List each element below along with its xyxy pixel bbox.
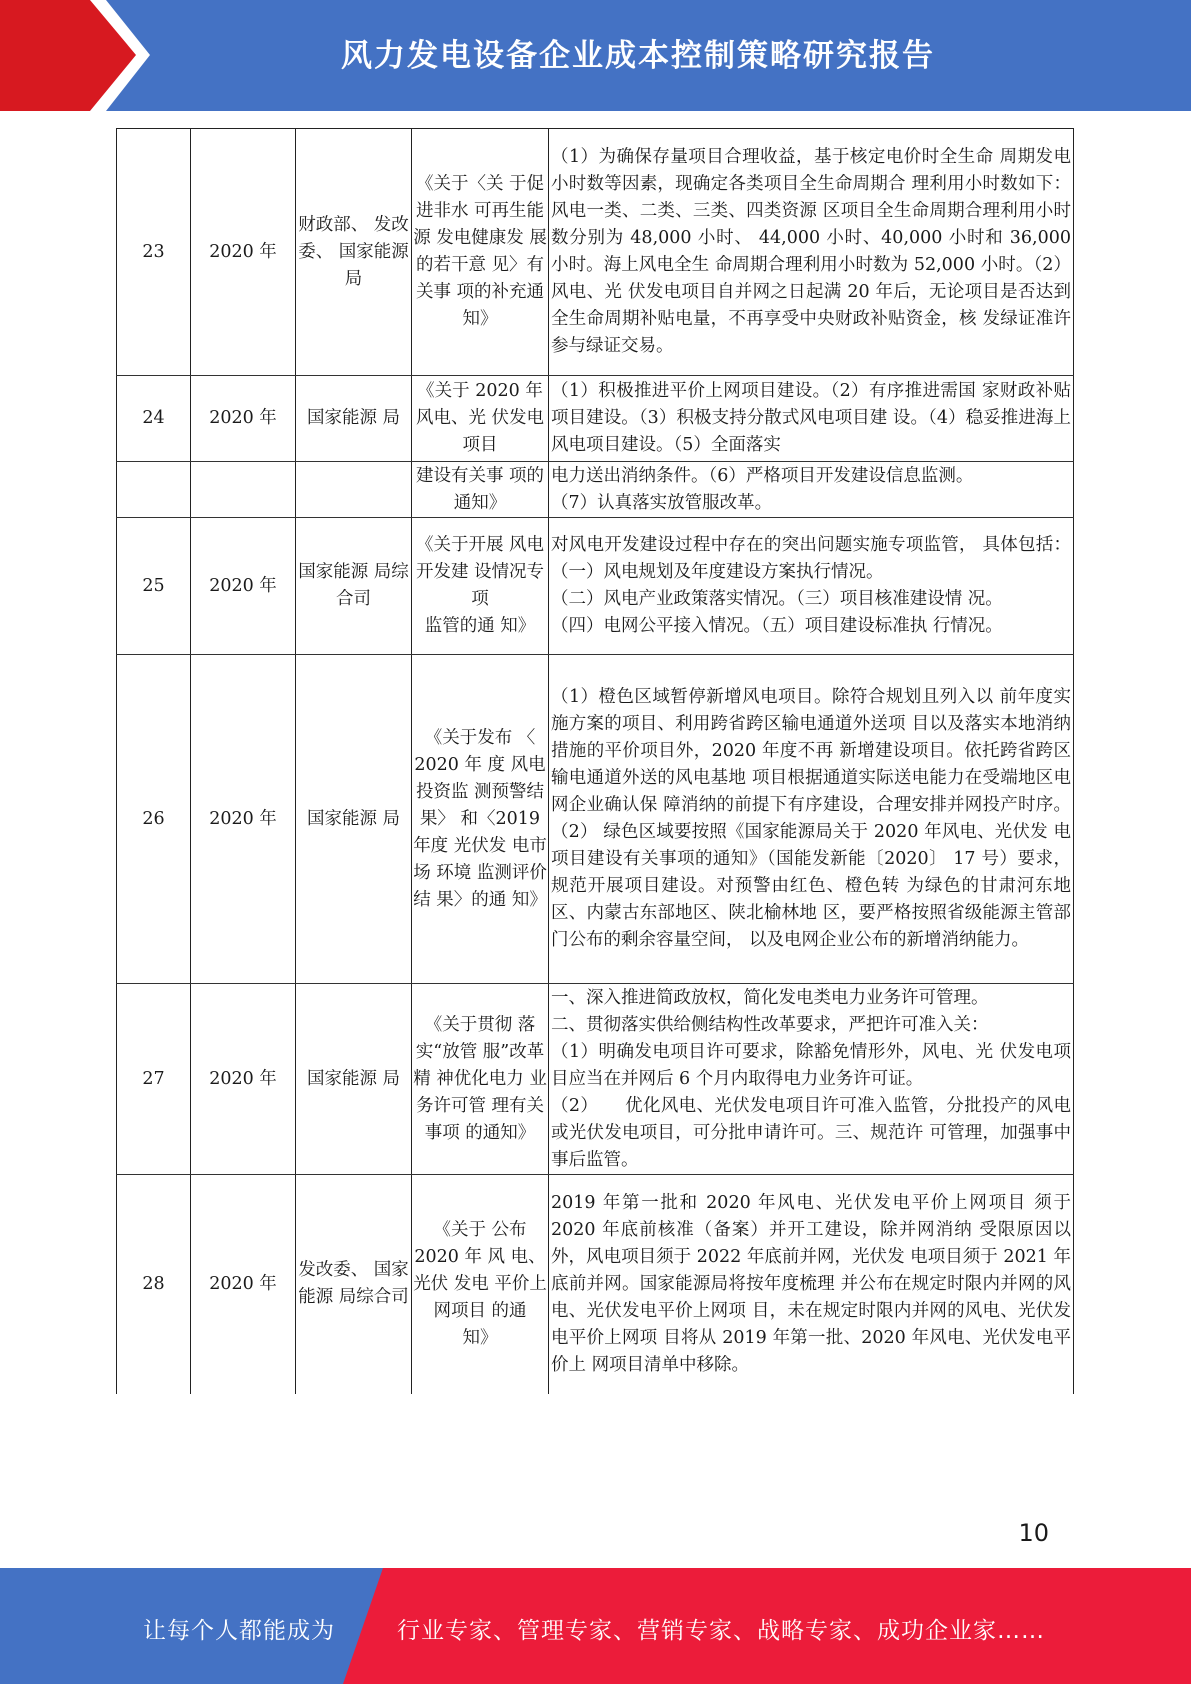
row-department: 国家能源 局综合司 [296, 518, 412, 655]
footer-slogan-right: 行业专家、管理专家、营销专家、战略专家、成功企业家…… [397, 1618, 1045, 1644]
table-row [117, 518, 1074, 655]
policy-table [116, 128, 1074, 1394]
table-row [117, 655, 1074, 984]
page-footer [0, 1568, 1191, 1684]
row-content: （1）橙色区域暂停新增风电项目。除符合规划且列入以 前年度实施方案的项目、利用跨省跨区输电通道外送项 目以及落实本地消纳措施的平价项目外，2020 年度不再 新增建设项目。依托跨省跨区输电通道外送的风电基地 项目根据通道实际送电能力在受端地区电网企业确认保 障消纳的前提下有序建设，合理安排并网投产时序。（2） 绿色区域要按照《国家能源局关于 2020 年风电、光伏发 电项目建设有关事项的通知》（国能发新能〔2020〕 17 号）要求，规范开展项目建设。对预警由红色、橙色转 为绿色的甘肃河东地区、内蒙古东部地区、陕北榆林地 区，要严格按照省级能源主管部门公布的剩余容量空间， 以及电网企业公布的新增消纳能力。 [549, 655, 1074, 984]
row-number: 25 [117, 518, 191, 655]
row-department: 国家能源 局 [296, 376, 412, 462]
row-year: 2020 年 [191, 376, 296, 462]
row-year: 2020 年 [191, 129, 296, 376]
row-content: （1）积极推进平价上网项目建设。（2）有序推进需国 家财政补贴项目建设。（3）积极支持分散式风电项目建 设。（4）稳妥推进海上风电项目建设。（5）全面落实 [549, 376, 1074, 462]
row-document: 《关于 2020 年风电、光 伏发电项目 [412, 376, 549, 462]
row-year [191, 462, 296, 518]
row-department: 国家能源 局 [296, 984, 412, 1175]
row-number: 27 [117, 984, 191, 1175]
row-department [296, 462, 412, 518]
table-row [117, 984, 1074, 1175]
footer-slogan-left: 让每个人都能成为 [143, 1618, 335, 1644]
row-department: 国家能源 局 [296, 655, 412, 984]
row-year: 2020 年 [191, 1175, 296, 1394]
row-content: （1）为确保存量项目合理收益，基于核定电价时全生命 周期发电小时数等因素，现确定各类项目全生命周期合 理利用小时数如下：风电一类、二类、三类、四类资源 区项目全生命周期合理利用小时数分别为 48,000 小时、 44,000 小时、40,000 小时和 36,000 小时。海上风电全生 命周期合理利用小时数为 52,000 小时。（2）风电、光 伏发电项目自并网之日起满 20 年后，无论项目是否达到 全生命周期补贴电量，不再享受中央财政补贴资金，核 发绿证准许参与绿证交易。 [549, 129, 1074, 376]
row-content: 对风电开发建设过程中存在的突出问题实施专项监管， 具体包括：（一）风电规划及年度建设方案执行情况。 （二）风电产业政策落实情况。（三）项目核准建设情 况。 （四）电网公平接入情况。（五）项目建设标准执 行情况。 [549, 518, 1074, 655]
row-number: 24 [117, 376, 191, 462]
table-row [117, 1175, 1074, 1394]
page-header [0, 0, 1191, 111]
row-document: 《关于贯彻 落实“放管 服”改革精 神优化电力 业务许可管 理有关事项 的通知》 [412, 984, 549, 1175]
row-number: 26 [117, 655, 191, 984]
row-content: 电力送出消纳条件。（6）严格项目开发建设信息监测。 （7）认真落实放管服改革。 [549, 462, 1074, 518]
row-content: 一、深入推进简政放权，简化发电类电力业务许可管理。 二、贯彻落实供给侧结构性改革要求，严把许可准入关： （1）明确发电项目许可要求，除豁免情形外，风电、光 伏发电项目应当在并网后 6 个月内取得电力业务许可证。 （2） 优化风电、光伏发电项目许可准入监管，分批投产的风电或光伏发电项目，可分批申请许可。三、规范许 可管理，加强事中事后监管。 [549, 984, 1074, 1175]
row-year: 2020 年 [191, 984, 296, 1175]
row-document: 《关于开展 风电开发建 设情况专项 监管的通 知》 [412, 518, 549, 655]
row-year: 2020 年 [191, 518, 296, 655]
row-document: 《关于发布 〈 2020 年 度 风电投资监 测预警结 果〉 和〈2019 年度 光伏发 电市场 环境 监测评价 结 果〉的通 知》 [412, 655, 549, 984]
row-number: 23 [117, 129, 191, 376]
row-number [117, 462, 191, 518]
row-department: 发改委、 国家能源 局综合司 [296, 1175, 412, 1394]
row-document: 建设有关事 项的通知》 [412, 462, 549, 518]
row-number: 28 [117, 1175, 191, 1394]
report-title: 风力发电设备企业成本控制策略研究报告 [341, 38, 935, 74]
row-year: 2020 年 [191, 655, 296, 984]
row-document: 《关于 公布 2020 年 风 电、光伏 发电 平价上 网项目 的通 知》 [412, 1175, 549, 1394]
page-number: 10 [1018, 1519, 1049, 1547]
row-department: 财政部、 发改委、 国家能源 局 [296, 129, 412, 376]
table-row [117, 129, 1074, 376]
row-content: 2019 年第一批和 2020 年风电、光伏发电平价上网项目 须于 2020 年底前核准（备案）并开工建设，除并网消纳 受限原因以外，风电项目须于 2022 年底前并网，光伏发 电项目须于 2021 年底前并网。国家能源局将按年度梳理 并公布在规定时限内并网的风电、光伏发电平价上网项 目，未在规定时限内并网的风电、光伏发电平价上网项 目将从 2019 年第一批、2020 年风电、光伏发电平价上 网项目清单中移除。 [549, 1175, 1074, 1394]
table-row [117, 462, 1074, 518]
row-document: 《关于〈关 于促进非水 可再生能源 发电健康发 展的若干意 见〉有关事 项的补充通 知》 [412, 129, 549, 376]
table-row [117, 376, 1074, 462]
